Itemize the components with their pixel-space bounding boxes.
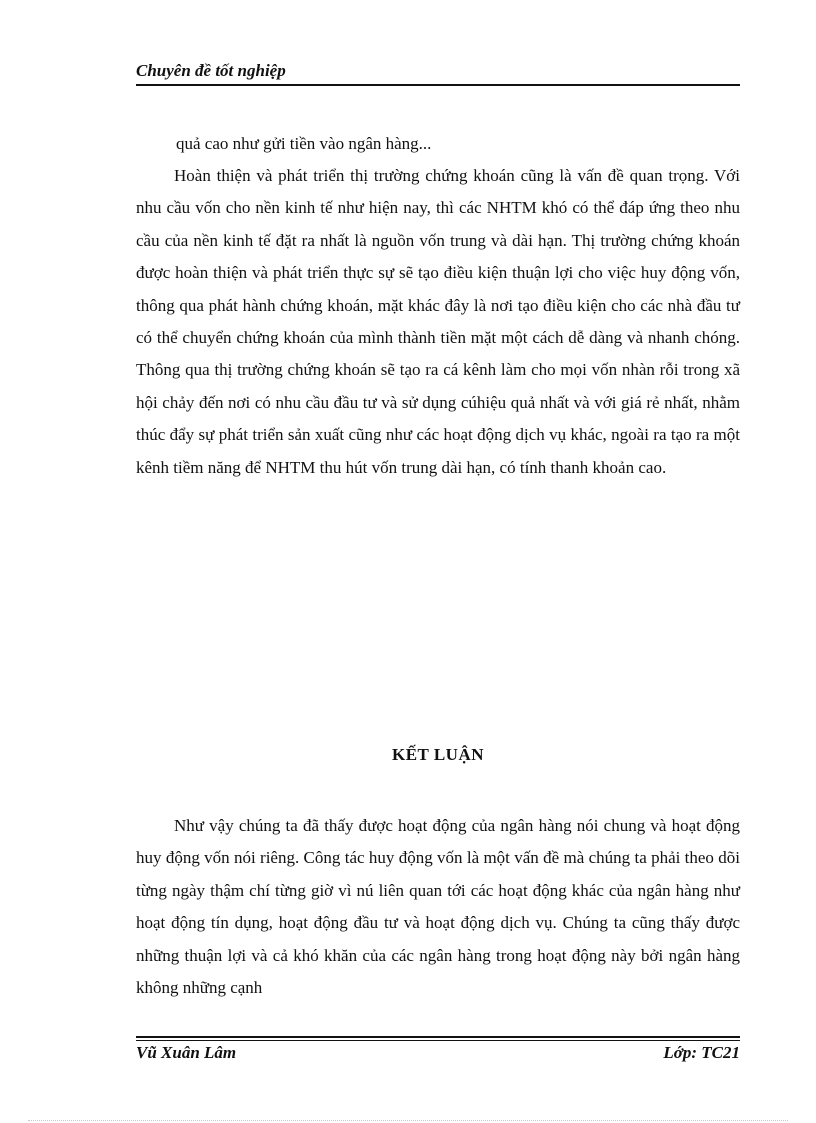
paragraph-continued (136, 128, 740, 160)
footer-class-label: Lớp: TC21 (663, 1043, 740, 1062)
header-divider (136, 84, 740, 86)
conclusion-heading: KẾT LUẬN (391, 745, 484, 764)
page-bottom-edge (28, 1120, 788, 1121)
footer-author: Vũ Xuân Lâm (136, 1043, 237, 1062)
paragraph-continued-text: quả cao như gửi tiền vào ngân hàng... (176, 134, 432, 153)
paragraph-securities-market (136, 160, 740, 484)
footer-divider-thin (136, 1040, 740, 1041)
document-header-title: Chuyên đề tốt nghiệp (136, 61, 286, 80)
footer-divider-thick (136, 1036, 740, 1038)
paragraph-securities-market-text: Hoàn thiện và phát triển thị trường chứng khoán cũng là vấn đề quan trọng. Với nhu cầu vốn cho nền kinh tế như hiện nay, thì các NHTM khó có thể đáp ứng theo nhu cầu của nền kinh tế đặt ra nhất là nguồn vốn trung và dài hạn. Thị trường chứng khoán được hoàn thiện và phát triển thực sự sẽ tạo điều kiện thuận lợi cho việc huy động vốn, thông qua phát hành chứng khoán, mặt khác đây là nơi tạo điều kiện cho các nhà đầu tư có thể chuyển chứng khoán của mình thành tiền mặt một cách dễ dàng và nhanh chóng. Thông qua thị trường chứng khoán sẽ tạo ra cá kênh làm cho mọi vốn nhàn rỗi trong xã hội chảy đến nơi có nhu cầu đầu tư và sử dụng cúhiệu quả nhất và với giá rẻ nhất, nhằm thúc đẩy sự phát triển sản xuất cũng như các hoạt động dịch vụ khác, ngoài ra tạo ra một kênh tiềm năng để NHTM thu hút vốn trung dài hạn, có tính thanh khoản cao. (136, 166, 740, 477)
paragraph-conclusion-text: Như vậy chúng ta đã thấy được hoạt động của ngân hàng nói chung và hoạt động huy động vốn nói riêng. Công tác huy động vốn là một vấn đề mà chúng ta phải theo dõi từng ngày thậm chí từng giờ vì nú liên quan tới các hoạt động khác của ngân hàng như hoạt động tín dụng, hoạt động đầu tư và hoạt động dịch vụ. Chúng ta cũng thấy được những thuận lợi và cả khó khăn của các ngân hàng trong hoạt động này bởi ngân hàng không những cạnh (136, 816, 740, 998)
paragraph-conclusion (136, 810, 740, 1004)
